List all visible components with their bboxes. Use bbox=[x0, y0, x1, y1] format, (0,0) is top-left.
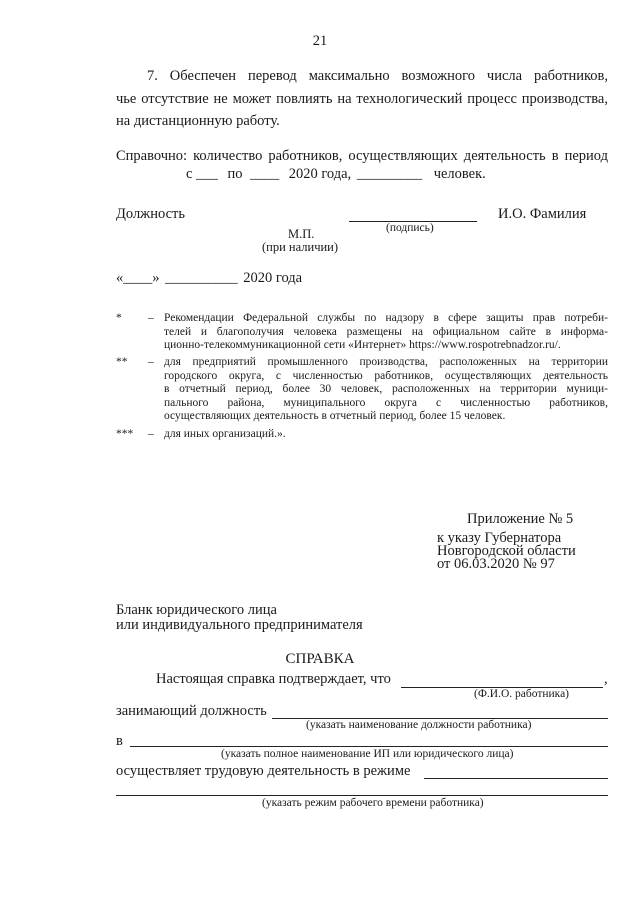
item7-line2: чье отсутствие не может повлиять на технологический процесс производства, bbox=[116, 91, 608, 107]
reference-word-by: по bbox=[227, 166, 243, 182]
reference-suffix: человек. bbox=[433, 166, 486, 182]
mode-field-start[interactable] bbox=[424, 778, 608, 779]
name-label: И.О. Фамилия bbox=[498, 206, 587, 222]
organization-field[interactable] bbox=[130, 746, 608, 747]
mode-text: осуществляет трудовую деятельность в режиме bbox=[116, 763, 411, 779]
letterhead-line1: Бланк юридического лица bbox=[116, 602, 277, 618]
confirm-comma: , bbox=[604, 671, 608, 687]
footnote-3 bbox=[116, 428, 608, 442]
item7-line3: на дистанционную работу. bbox=[116, 113, 280, 129]
page-number: 21 bbox=[312, 33, 328, 49]
footnote-dash: – bbox=[148, 428, 154, 440]
footnote-line: осуществляющих деятельность в отчетный период, более 15 человек. bbox=[164, 410, 506, 422]
reference-line1: Справочно: количество работников, осуществляющих деятельность в период bbox=[116, 148, 608, 164]
position-text: занимающий должность bbox=[116, 703, 267, 719]
footnote-text bbox=[164, 428, 608, 442]
reference-blank-count: _________ bbox=[356, 166, 423, 182]
signature-date bbox=[116, 270, 302, 287]
fio-caption: (Ф.И.О. работника) bbox=[474, 688, 570, 700]
date-open-quote: « bbox=[116, 270, 124, 286]
appendix-line1: к указу Губернатора bbox=[437, 530, 562, 546]
reference-blank-to: ____ bbox=[250, 166, 280, 182]
in-text: в bbox=[116, 733, 123, 749]
appendix-title: Приложение № 5 bbox=[467, 511, 574, 527]
footnote-line: Рекомендации Федеральной службы по надзору в сфере защиты прав потреби- bbox=[164, 312, 608, 324]
seal-label: М.П. bbox=[288, 227, 315, 241]
date-year: 2020 года bbox=[243, 270, 303, 286]
footnote-mark: *** bbox=[116, 428, 134, 440]
reference-line2 bbox=[186, 166, 486, 183]
footnote-line: в отчетный период, более 30 человек, расположенных на территории муници- bbox=[164, 383, 608, 395]
reference-prefix: с bbox=[186, 166, 193, 182]
footnote-line: для иных организаций.». bbox=[164, 428, 286, 440]
mode-field[interactable] bbox=[116, 795, 608, 796]
date-blank-day: ____ bbox=[123, 270, 153, 286]
footnote-line: городского округа, с численностью работников, осуществляющих деятельность bbox=[164, 369, 608, 382]
seal-note: (при наличии) bbox=[262, 240, 339, 254]
position-caption: (указать наименование должности работника) bbox=[306, 719, 532, 731]
footnote-dash: – bbox=[148, 356, 154, 368]
footnote-text bbox=[164, 356, 608, 424]
footnote-dash: – bbox=[148, 312, 154, 324]
certificate-title: СПРАВКА bbox=[285, 651, 355, 667]
letterhead-line2: или индивидуального предпринимателя bbox=[116, 617, 363, 633]
footnote-line: телей и благополучия человека размещены на официальном сайте в информа- bbox=[164, 325, 608, 338]
reference-blank-by: ___ bbox=[196, 166, 218, 182]
organization-caption: (указать полное наименование ИП или юридического лица) bbox=[221, 748, 514, 760]
footnote-2 bbox=[116, 356, 608, 426]
footnote-1 bbox=[116, 312, 608, 354]
confirm-text: Настоящая справка подтверждает, что bbox=[156, 671, 391, 687]
footnote-text bbox=[164, 312, 608, 353]
footnote-line: ционно-телекоммуникационной сети «Интернет» https://www.rospotrebnadzor.ru/. bbox=[164, 339, 561, 351]
date-close-quote: » bbox=[152, 270, 160, 286]
mode-caption: (указать режим рабочего времени работника) bbox=[262, 797, 484, 809]
appendix-line3: от 06.03.2020 № 97 bbox=[437, 556, 555, 572]
footnote-line: для предприятий промышленного производства, расположенных на территории bbox=[164, 356, 608, 368]
position-label: Должность bbox=[116, 206, 185, 222]
footnote-line: пального района, муниципального округа с численностью работников, bbox=[164, 396, 608, 409]
footnote-mark: ** bbox=[116, 356, 128, 368]
signature-caption: (подпись) bbox=[386, 222, 434, 234]
date-blank-month: __________ bbox=[165, 270, 238, 286]
item7-line1: 7. Обеспечен перевод максимально возможного числа работников, bbox=[147, 68, 608, 84]
appendix-line2: Новгородской области bbox=[437, 543, 576, 559]
reference-year: 2020 года, bbox=[288, 166, 352, 182]
footnote-mark: * bbox=[116, 312, 122, 324]
